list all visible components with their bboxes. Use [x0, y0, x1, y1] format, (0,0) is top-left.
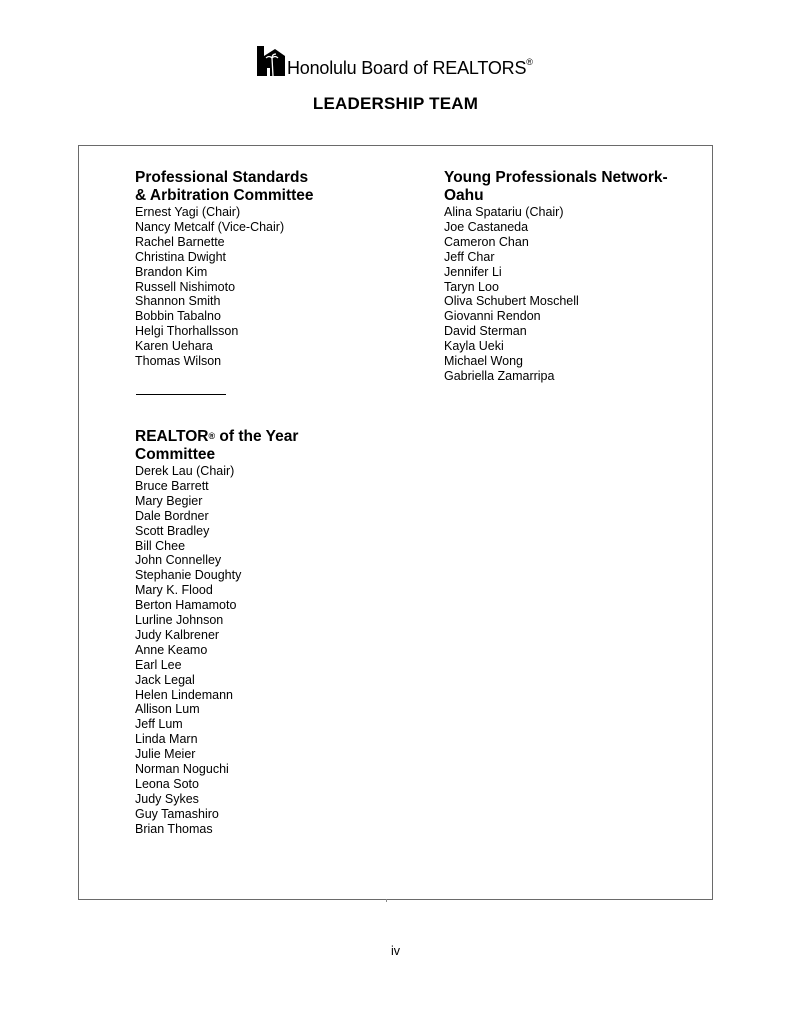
member-name: Leona Soto [135, 777, 199, 791]
member-name: Scott Bradley [135, 523, 210, 538]
left-column [135, 169, 405, 837]
member-name: Mary Begier [135, 493, 203, 508]
member-name: Taryn Loo [444, 279, 499, 294]
frame-tick-mark [386, 899, 387, 902]
member-name: Anne Keamo [135, 642, 208, 657]
member-name: Lurline Johnson [135, 613, 224, 628]
member-name: Jack Legal [135, 672, 195, 687]
member-name: Derek Lau (Chair) [135, 463, 235, 478]
member-name: Brandon Kim [135, 264, 208, 279]
member-name: Gabriella Zamarripa [444, 368, 555, 383]
member-name: Linda Marn [135, 732, 198, 747]
member-name: Judy Kalbrener [135, 627, 220, 642]
member-name: Brian Thomas [135, 821, 213, 836]
member-name: Norman Noguchi [135, 762, 229, 777]
member-name: Guy Tamashiro [135, 806, 219, 821]
member-name: Rachel Barnette [135, 234, 225, 249]
member-list [135, 464, 405, 837]
member-name: Shannon Smith [135, 294, 221, 309]
house-palm-tree-icon [255, 44, 285, 78]
member-name: Stephanie Doughty [135, 568, 242, 583]
member-name: Julie Meier [135, 747, 196, 762]
member-name: Bobbin Tabalno [135, 309, 221, 324]
committee-title-line1: Professional Standards [135, 169, 309, 186]
member-name: Kayla Ueki [444, 339, 504, 354]
section-divider [136, 394, 226, 395]
member-list [444, 205, 714, 384]
member-name: Helen Lindemann [135, 687, 233, 702]
member-name: Berton Hamamoto [135, 598, 237, 613]
member-list [135, 205, 405, 369]
member-name: Jeff Lum [135, 717, 183, 732]
professional-standards-committee [135, 169, 405, 369]
member-name: Thomas Wilson [135, 354, 222, 369]
member-name: Alina Spatariu (Chair) [444, 205, 564, 219]
member-name: Earl Lee [135, 657, 182, 672]
member-name: Karen Uehara [135, 339, 213, 354]
committee-title-part2: of the Year [215, 427, 299, 445]
member-name: David Sterman [444, 324, 527, 339]
young-professionals-network [444, 169, 714, 384]
member-name: Cameron Chan [444, 234, 529, 249]
committee-title-line2: & Arbitration Committee [135, 187, 314, 204]
committee-title [135, 169, 405, 205]
committee-title [135, 428, 405, 464]
member-name: Giovanni Rendon [444, 309, 541, 324]
member-name: Joe Castaneda [444, 219, 529, 234]
member-name: Bruce Barrett [135, 478, 209, 493]
committee-title-part1: REALTOR [135, 427, 209, 445]
member-name: Jeff Char [444, 249, 495, 264]
page-title: LEADERSHIP TEAM [312, 94, 479, 113]
member-name: Ernest Yagi (Chair) [135, 205, 241, 219]
committee-title-line1: Young Professionals Network- [444, 169, 668, 186]
member-name: Bill Chee [135, 538, 186, 553]
committee-title-line2: Committee [135, 445, 216, 463]
member-name: Dale Bordner [135, 508, 209, 523]
registered-mark: ® [208, 430, 216, 441]
member-name: Jennifer Li [444, 264, 502, 279]
right-column [444, 169, 714, 384]
page-number: iv [390, 944, 401, 958]
organization-name [287, 58, 533, 79]
member-name: Judy Sykes [135, 791, 199, 806]
member-name: Oliva Schubert Moschell [444, 294, 579, 309]
member-name: Nancy Metcalf (Vice-Chair) [135, 219, 285, 234]
realtor-of-the-year-committee [135, 428, 405, 837]
member-name: Christina Dwight [135, 249, 227, 264]
committee-title-line2: Oahu [444, 187, 484, 204]
member-name: Helgi Thorhallsson [135, 324, 239, 339]
member-name: John Connelley [135, 553, 222, 568]
member-name: Mary K. Flood [135, 583, 213, 598]
member-name: Michael Wong [444, 354, 523, 369]
organization-name-text: Honolulu Board of REALTORS [287, 58, 527, 78]
committee-title [444, 169, 714, 205]
member-name: Allison Lum [135, 702, 200, 717]
registered-mark: ® [526, 57, 533, 67]
member-name: Russell Nishimoto [135, 279, 236, 294]
